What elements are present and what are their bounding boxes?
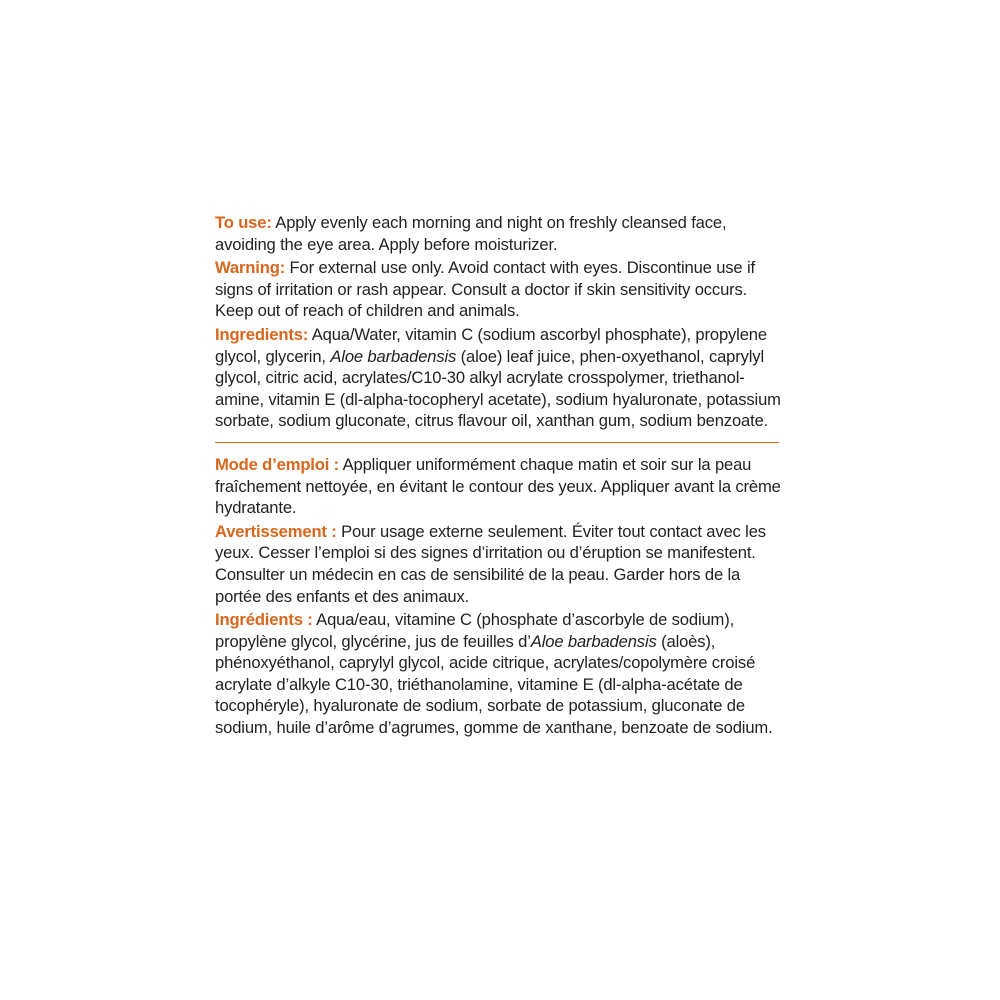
warning-text: For external use only. Avoid contact with eyes. Discontinue use if signs of irritation or rash appear. Consult a doctor if skin sensitivity occurs. Keep out of reach of children and animals. xyxy=(215,258,755,321)
ingredients-fr-text-after: (aloès), phénoxyéthanol, caprylyl glycol, acide citrique, acrylates/copolymère croisé acrylate d’alkyle C10-30, triéthanolamine, vitamine E (dl-alpha-acétate de tocophéryle), hyaluronate de sodium, sorbate de potassium, gluconate de sodium, huile d’arôme d’agrumes, gomme de xanthane, benzoate de sodium. xyxy=(215,631,773,738)
ingredients-fr-italic-name: Aloe barbadensis xyxy=(530,631,657,651)
warning-paragraph xyxy=(215,257,785,322)
product-label-text xyxy=(215,212,785,741)
ingredients-text-before: Aqua/Water, vitamin C (sodium ascorbyl phosphate), propylene glycol, glycerin, xyxy=(215,324,767,366)
avertissement-text: Pour usage externe seulement. Éviter tout contact avec les yeux. Cesser l’emploi si des signes d’irritation ou d’éruption se manifestent. Consulter un médecin en cas de sensibilité de la peau. Garder hors de la portée des enfants et des animaux. xyxy=(215,521,766,606)
language-divider xyxy=(215,442,779,443)
ingredients-fr-text-before: Aqua/eau, vitamine C (phosphate d’ascorbyle de sodium), propylène glycol, glycérine, jus de feuilles d’ xyxy=(215,610,735,651)
to-use-paragraph xyxy=(215,212,785,255)
to-use-text: Apply evenly each morning and night on freshly cleansed face, avoiding the eye area. Apply before moisturizer. xyxy=(215,213,727,254)
mode-emploi-heading: Mode d’emploi : xyxy=(215,454,340,474)
warning-heading: Warning: xyxy=(215,258,286,278)
french-section xyxy=(215,454,785,739)
ingredients-paragraph xyxy=(215,324,785,432)
ingredients-heading: Ingredients: xyxy=(215,324,309,344)
avertissement-paragraph xyxy=(215,521,785,607)
english-section xyxy=(215,212,785,432)
ingredients-fr-paragraph xyxy=(215,609,785,739)
ingredients-fr-heading: Ingrédients : xyxy=(215,610,313,630)
avertissement-heading: Avertissement : xyxy=(215,521,337,541)
ingredients-text-after: (aloe) leaf juice, phen-oxyethanol, caprylyl glycol, citric acid, acrylates/C10-30 alkyl acrylate crosspolymer, triethanol- amine, vitamin E (dl-alpha-tocopheryl acetate), sodium hyaluronate, potassium sorbate, sodium gluconate, citrus flavour oil, xanthan gum, sodium benzoate. xyxy=(215,346,781,431)
to-use-heading: To use: xyxy=(215,213,272,232)
mode-emploi-text: Appliquer uniformément chaque matin et soir sur la peau fraîchement nettoyée, en évitant le contour des yeux. Appliquer avant la crème hydratante. xyxy=(215,454,781,518)
ingredients-italic-name: Aloe barbadensis xyxy=(330,346,457,366)
mode-emploi-paragraph xyxy=(215,454,785,519)
